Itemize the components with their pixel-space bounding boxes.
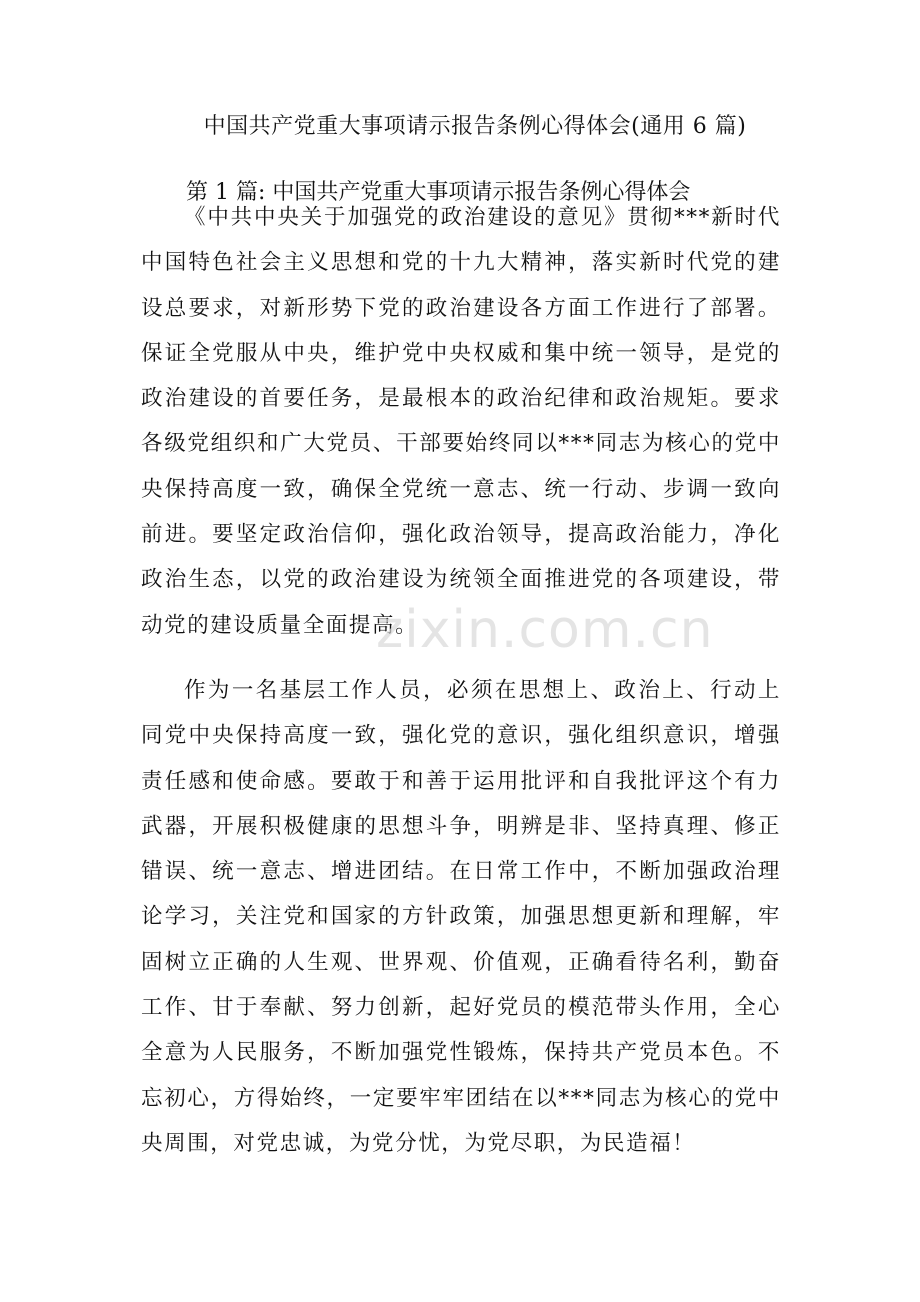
watermark: zixin.com.cn [376, 600, 714, 660]
document-title: 中国共产党重大事项请示报告条例心得体会(通用 6 篇) [203, 114, 747, 139]
section-title: 第 1 篇: 中国共产党重大事项请示报告条例心得体会 [186, 180, 691, 205]
paragraph-2: 作为一名基层工作人员，必须在思想上、政治上、行动上同党中央保持高度一致，强化党的意识，强化组织意识，增强责任感和使命感。要敢于和善于运用批评和自我批评这个有力武器，开展积极健康的思想斗争，明辨是非、坚持真理、修正错误、统一意志、增进团结。在日常工作中，不断加强政治理论学习，关注党和国家的方针政策，加强思想更新和理解，牢固树立正确的人生观、世界观、价值观，正确看待名利，勤奋工作、甘于奉献、努力创新，起好党员的模范带头作用，全心全意为人民服务，不断加强党性锻炼，保持共产党员本色。不忘初心，方得始终，一定要牢牢团结在以***同志为核心的党中央周围，对党忠诚，为党分忧，为党尽职，为民造福！ [141, 678, 781, 1156]
paragraph-1: 《中共中央关于加强党的政治建设的意见》贯彻***新时代中国特色社会主义思想和党的十九大精神，落实新时代党的建设总要求，对新形势下党的政治建设各方面工作进行了部署。保证全党服从中央，维护党中央权威和集中统一领导，是党的政治建设的首要任务，是最根本的政治纪律和政治规矩。要求各级党组织和广大党员、干部要始终同以***同志为核心的党中央保持高度一致，确保全党统一意志、统一行动、步调一致向前进。要坚定政治信仰，强化政治领导，提高政治能力，净化政治生态，以党的政治建设为统领全面推进党的各项建设，带动党的建设质量全面提高。 [141, 205, 781, 638]
